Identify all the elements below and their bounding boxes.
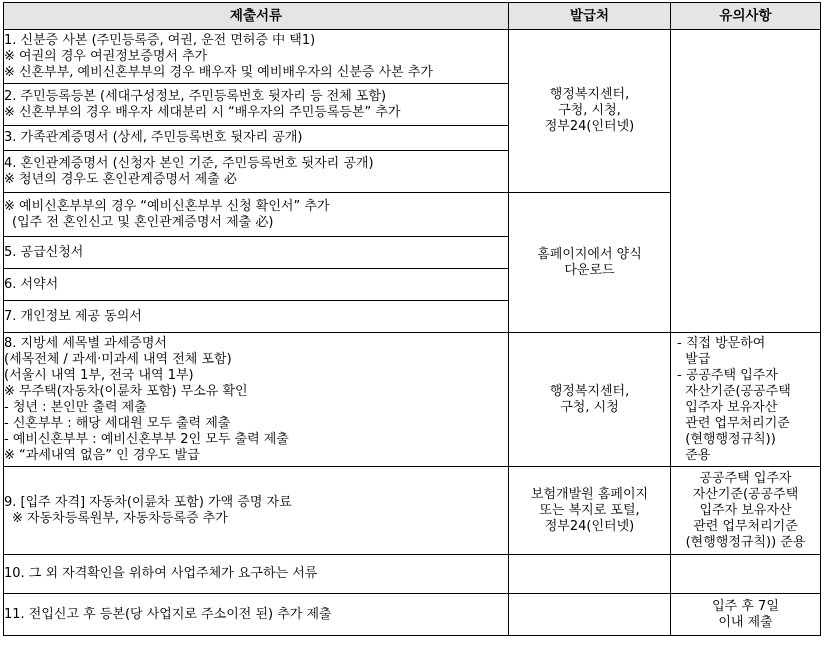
- doc-cell-6: [4, 237, 509, 269]
- doc-line: 6. 서약서: [4, 276, 59, 292]
- doc-cell-9: [4, 333, 509, 467]
- header-notes: 유의사항: [671, 3, 821, 30]
- note-line: 자산기준(공공주택: [692, 486, 799, 502]
- doc-line: 8. 지방세 세목별 과세증명서: [4, 335, 167, 351]
- note-line: 준용: [677, 447, 711, 463]
- issuer-cell-empty: [509, 594, 671, 636]
- doc-cell-11: [4, 555, 509, 594]
- doc-cell-1: [4, 30, 509, 84]
- doc-line: 3. 가족관계증명서 (상세, 주민등록번호 뒷자리 공개): [4, 130, 303, 145]
- issuer-line: 보험개발원 홈페이지: [530, 486, 649, 502]
- header-issuer: 발급처: [509, 3, 671, 30]
- doc-cell-8: [4, 301, 509, 333]
- table-row: [4, 555, 821, 594]
- doc-line: ※ 무주택(자동차(이륜차 포함) 무소유 확인: [4, 383, 248, 399]
- notes-cell-10: [671, 467, 821, 555]
- doc-line: (입주 전 혼인신고 및 혼인관계증명서 제출 必): [12, 214, 274, 230]
- doc-line: 2. 주민등록등본 (세대구성정보, 주민등록번호 뒷자리 등 전체 포함): [4, 88, 387, 104]
- doc-line: 4. 혼인관계증명서 (신청자 본인 기준, 주민등록번호 뒷자리 공개): [4, 155, 374, 171]
- notes-cell-9: [671, 333, 821, 467]
- issuer-line: 구청, 시청: [560, 399, 619, 415]
- issuer-cell-a: [509, 30, 671, 193]
- doc-cell-5: [4, 193, 509, 237]
- doc-line: 11. 전입신고 후 등본(당 사업지로 주소이전 된) 추가 제출: [4, 606, 332, 622]
- doc-cell-12: [4, 594, 509, 636]
- issuer-cell-empty: [509, 555, 671, 594]
- issuer-line: 정부24(인터넷): [544, 119, 635, 134]
- header-row: [4, 3, 821, 30]
- doc-line: ※ 자동차등록원부, 자동차등록증 추가: [12, 510, 228, 526]
- doc-cell-7: [4, 269, 509, 301]
- issuer-line: 행정복지센터,: [549, 87, 630, 102]
- doc-line: 7. 개인정보 제공 동의서: [4, 308, 142, 324]
- issuer-cell-b: [509, 193, 671, 333]
- issuer-line: 홈페이지에서 양식: [537, 246, 642, 262]
- notes-cell-empty-top: [671, 30, 821, 333]
- doc-line: 1. 신분증 사본 (주민등록증, 여권, 운전 면허증 中 택1): [4, 32, 316, 48]
- doc-cell-2: [4, 84, 509, 126]
- issuer-line: 행정복지센터,: [549, 383, 630, 399]
- issuer-cell-c: [509, 333, 671, 467]
- issuer-line: 다운로드: [564, 262, 615, 278]
- note-line: 관련 업무처리기준: [693, 518, 798, 534]
- note-line: 공공주택 입주자: [699, 470, 792, 486]
- issuer-line: 구청, 시청,: [558, 103, 621, 118]
- doc-line: ※ 예비신혼부부의 경우 “예비신혼부부 신청 확인서” 추가: [4, 198, 330, 214]
- note-line: 이내 제출: [718, 614, 773, 630]
- table-row: [4, 30, 821, 84]
- note-line: 입주자 보유자산: [677, 399, 778, 415]
- note-line: 자산기준(공공주택: [677, 383, 791, 399]
- doc-line: - 청년 : 본인만 출력 제출: [4, 399, 147, 415]
- doc-line: (서울시 내역 1부, 전국 내역 1부): [4, 367, 194, 383]
- notes-cell-empty: [671, 555, 821, 594]
- required-documents-table: [3, 2, 821, 636]
- doc-line: 10. 그 외 자격확인을 위하여 사업주체가 요구하는 서류: [4, 566, 318, 581]
- doc-line: - 신혼부부 : 해당 세대원 모두 출력 제출: [4, 415, 231, 431]
- doc-cell-3: [4, 126, 509, 151]
- note-line: - 공공주택 입주자: [677, 367, 778, 383]
- table-row: [4, 467, 821, 555]
- doc-line: 9. [입주 자격] 자동차(이륜차 포함) 가액 증명 자료: [4, 494, 292, 510]
- doc-line: (세목전체 / 과세·미과세 내역 전체 포함): [4, 351, 232, 367]
- doc-line: ※ 여권의 경우 여권정보증명서 추가: [4, 48, 208, 64]
- doc-cell-4: [4, 151, 509, 193]
- note-line: 발급: [677, 351, 711, 367]
- doc-line: ※ “과세내역 없음” 인 경우도 발급: [4, 447, 200, 463]
- note-line: 입주자 보유자산: [699, 502, 792, 518]
- header-documents: 제출서류: [4, 3, 509, 30]
- note-line: (현행행정규칙)) 준용: [685, 534, 806, 550]
- doc-line: 5. 공급신청서: [4, 244, 84, 260]
- issuer-line: 정부24(인터넷): [544, 518, 635, 534]
- issuer-cell-d: [509, 467, 671, 555]
- note-line: 관련 업무처리기준: [677, 415, 790, 431]
- table-row: [4, 333, 821, 467]
- doc-line: - 예비신혼부부 : 예비신혼부부 2인 모두 출력 제출: [4, 431, 289, 447]
- note-line: - 직접 방문하여: [677, 335, 766, 351]
- notes-cell-12: [671, 594, 821, 636]
- note-line: (현행행정규칙)): [677, 431, 776, 447]
- doc-line: ※ 신혼부부, 예비신혼부부의 경우 배우자 및 예비배우자의 신분증 사본 추가: [4, 64, 433, 80]
- issuer-line: 또는 복지로 포털,: [539, 502, 640, 518]
- doc-line: ※ 청년의 경우도 혼인관계증명서 제출 必: [4, 171, 237, 187]
- doc-line: ※ 신혼부부의 경우 배우자 세대분리 시 “배우자의 주민등록등본” 추가: [4, 104, 401, 120]
- table-row: [4, 594, 821, 636]
- doc-cell-10: [4, 467, 509, 555]
- note-line: 입주 후 7일: [712, 598, 779, 614]
